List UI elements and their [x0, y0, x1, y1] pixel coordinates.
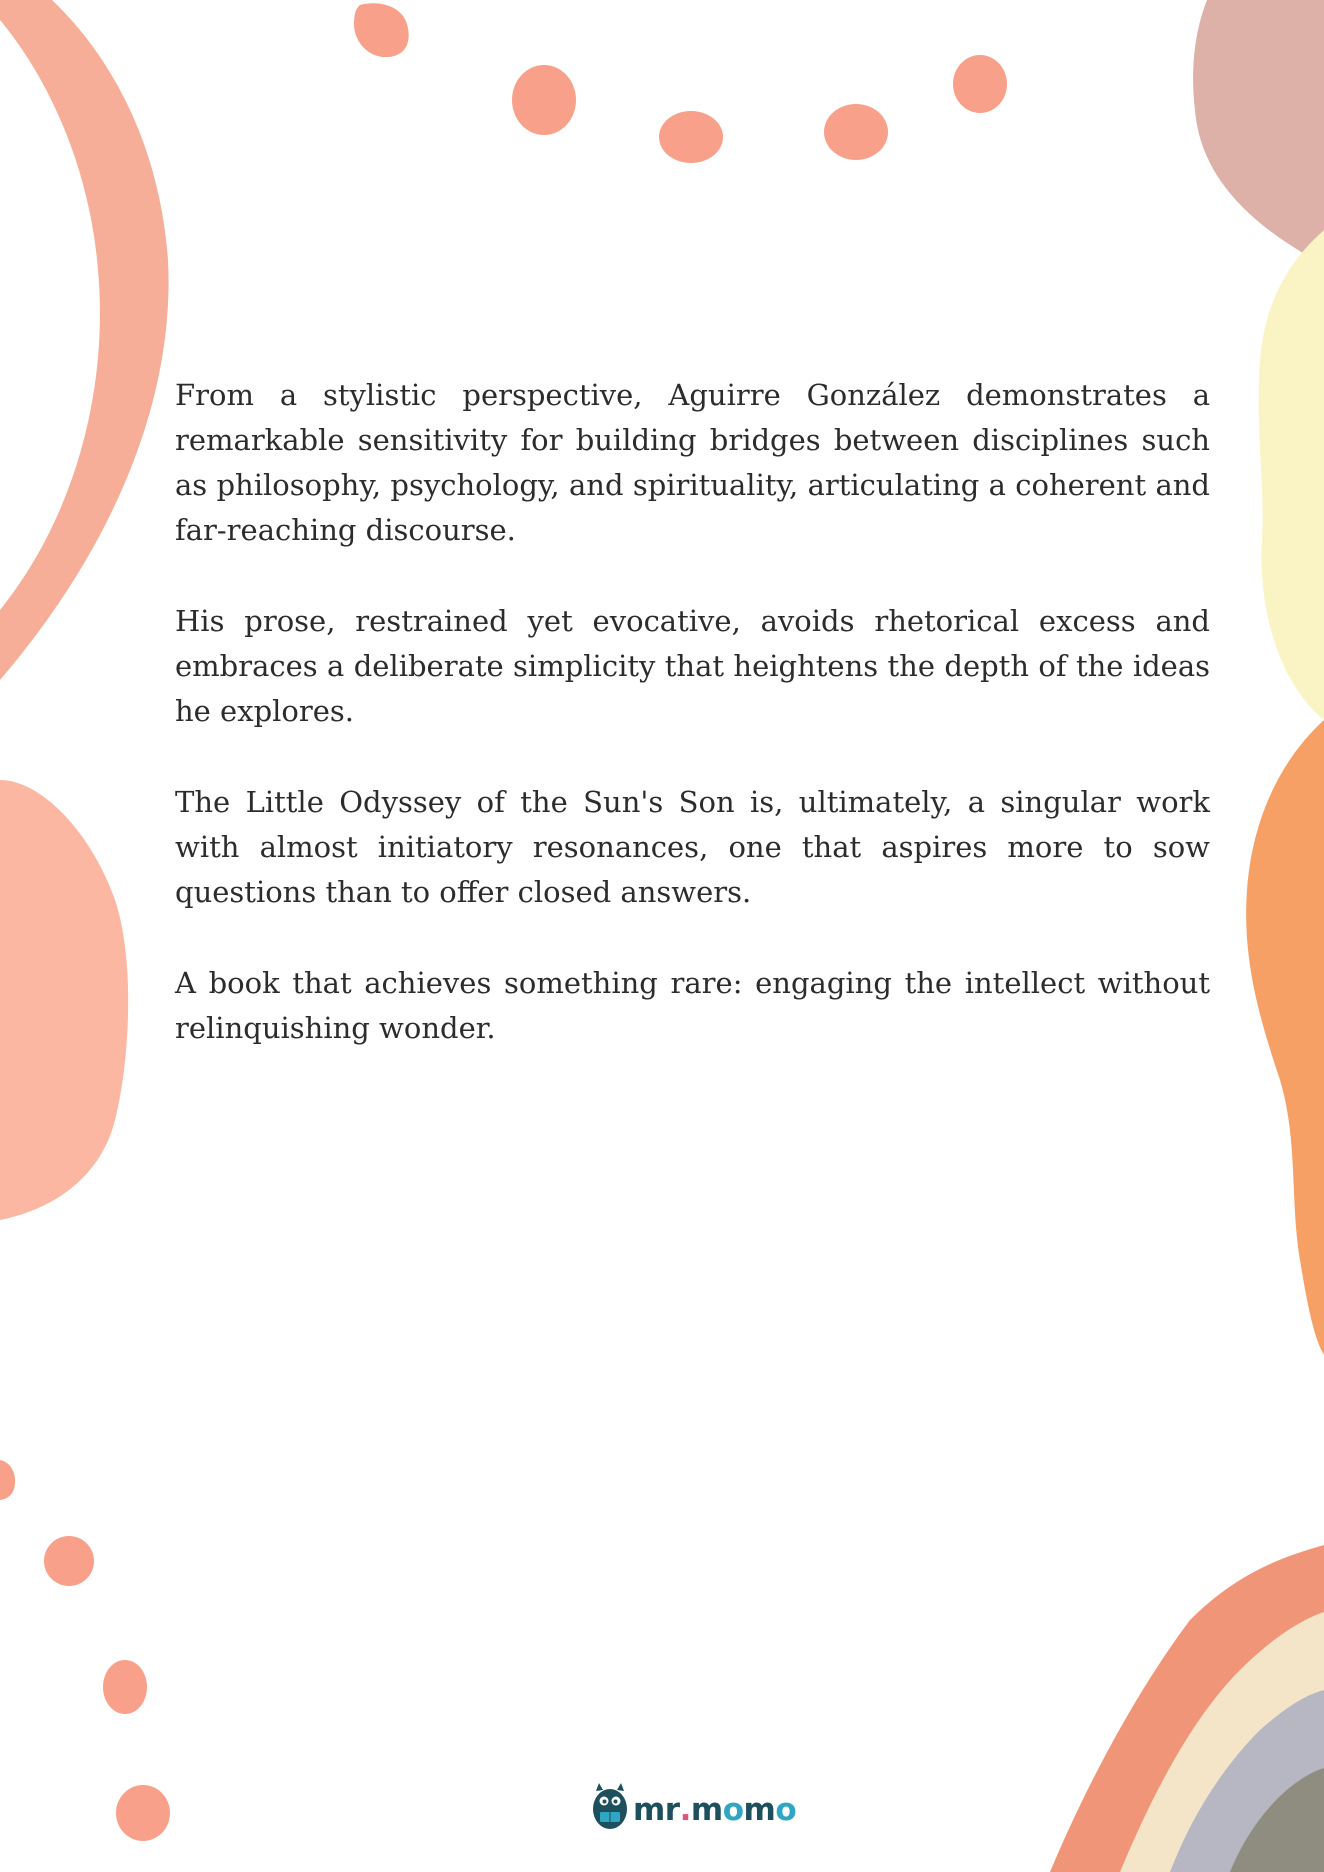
paragraph: His prose, restrained yet evocative, avoids rhetorical excess and embraces a deliberate simplicity that heightens the depth of the ideas he explores. — [175, 604, 1210, 728]
orange-blob — [1246, 720, 1324, 1355]
paragraph: A book that achieves something rare: engaging the intellect without relinquishing wonder. — [175, 966, 1210, 1045]
mr-momo-logo — [590, 1780, 796, 1832]
peach-dot — [44, 1536, 94, 1586]
mauve-blob — [1193, 0, 1324, 265]
salmon-arc — [0, 0, 169, 680]
review-text — [175, 373, 1210, 1097]
peach-dot — [103, 1660, 147, 1714]
peach-dot — [0, 1460, 15, 1500]
monster-mascot-icon — [590, 1781, 630, 1831]
logo-text-mr: mr — [633, 1792, 680, 1828]
logo-text-o2: o — [775, 1792, 797, 1828]
paragraph: The Little Odyssey of the Sun's Son is, ultimately, a singular work with almost initiatory resonances, one that aspires more to sow questions than to offer closed answers. — [175, 785, 1210, 909]
logo-text-dot: . — [679, 1792, 691, 1828]
logo-text-m1: m — [690, 1792, 723, 1828]
book-stack-illustration — [1050, 1545, 1324, 1872]
logo-text-o1: o — [722, 1792, 744, 1828]
pink-blob — [0, 780, 128, 1220]
peach-dot — [824, 104, 888, 160]
peach-dot — [116, 1785, 170, 1841]
peach-dot — [354, 3, 409, 57]
peach-dot — [512, 65, 576, 135]
paragraph: From a stylistic perspective, Aguirre González demonstrates a remarkable sensitivity for building bridges between disciplines such as philosophy, psychology, and spirituality, articulating a coherent and far-reaching discourse. — [175, 378, 1210, 547]
peach-dot — [659, 111, 723, 163]
logo-wordmark — [633, 1792, 796, 1828]
peach-dot — [953, 55, 1007, 113]
logo-text-m2: m — [743, 1792, 776, 1828]
yellow-wash — [1259, 230, 1324, 720]
